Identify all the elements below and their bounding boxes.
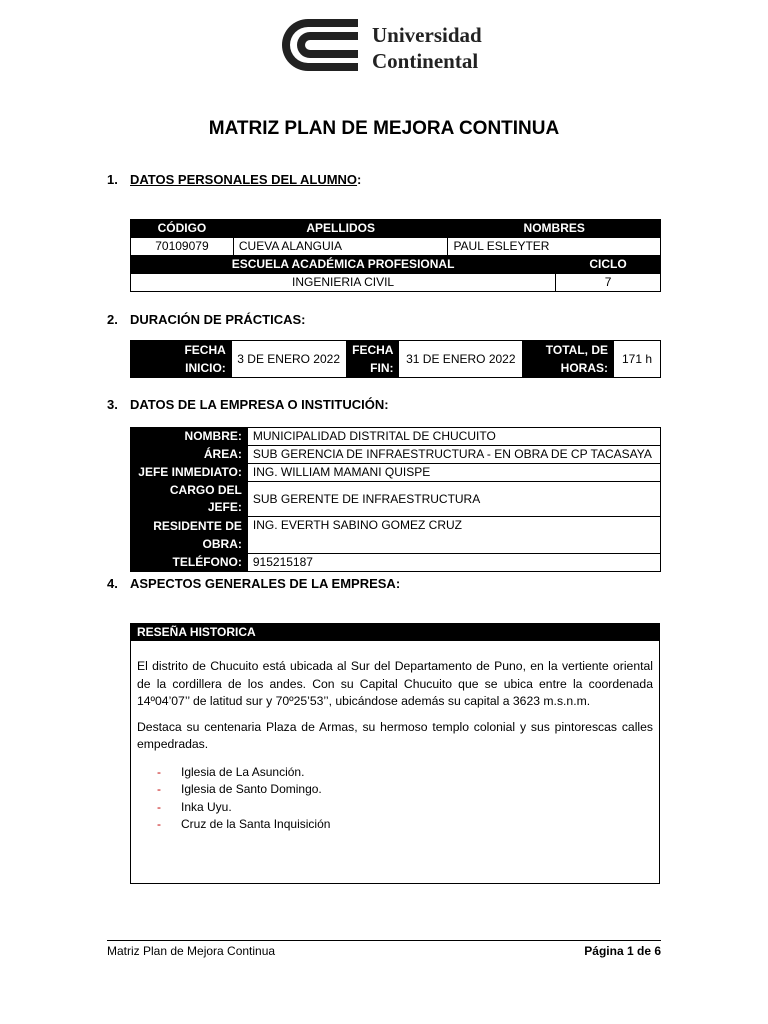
section-title: DURACIÓN DE PRÁCTICAS: [130, 312, 306, 327]
residente-value: ING. EVERTH SABINO GOMEZ CRUZ [247, 517, 660, 554]
section-number: 3. [107, 397, 118, 412]
label-line: OBRA: [202, 537, 242, 551]
label-line: FECHA [352, 343, 394, 357]
label-fecha-fin [346, 341, 399, 378]
section-number: 1. [107, 172, 118, 187]
section-1-heading [107, 172, 361, 187]
section-colon: : [357, 172, 362, 187]
jefe-value: ING. WILLIAM MAMANI QUISPE [247, 464, 660, 482]
total-horas-value: 171 h [614, 341, 661, 378]
codigo-value: 70109079 [131, 238, 234, 256]
fecha-fin-value: 31 DE ENERO 2022 [399, 341, 523, 378]
history-box-title: RESEÑA HISTORICA [131, 624, 659, 641]
label-telefono: TELÉFONO: [131, 554, 248, 572]
footer-divider [107, 940, 661, 941]
label-line: RESIDENTE DE [153, 519, 242, 533]
logo-line1: Universidad [372, 23, 482, 47]
label-line: FECHA [184, 343, 226, 357]
label-area: ÁREA: [131, 446, 248, 464]
header-escuela: ESCUELA ACADÉMICA PROFESIONAL [131, 256, 556, 274]
section-2-heading [107, 312, 306, 327]
label-line: INICIO: [185, 361, 226, 375]
section-title: DATOS PERSONALES DEL ALUMNO [130, 172, 358, 187]
label-total-horas [523, 341, 614, 378]
ciclo-value: 7 [556, 274, 661, 292]
telefono-value: 915215187 [247, 554, 660, 572]
student-table [130, 219, 661, 292]
section-4-heading [107, 576, 400, 591]
bullet-dash: - [157, 799, 161, 814]
apellidos-value: CUEVA ALANGUIA [233, 238, 448, 256]
bullet-dash: - [157, 817, 161, 831]
nombre-value: MUNICIPALIDAD DISTRITAL DE CHUCUITO [247, 428, 660, 446]
page-title: MATRIZ PLAN DE MEJORA CONTINUA [208, 118, 560, 139]
list-item-text: Cruz de la Santa Inquisición [181, 817, 331, 831]
section-title: DATOS DE LA EMPRESA O INSTITUCIÓN: [130, 397, 389, 412]
header-codigo: CÓDIGO [131, 220, 234, 238]
label-cargo: CARGO DEL JEFE: [131, 482, 248, 517]
list-item-text: Inka Uyu. [181, 799, 232, 814]
history-paragraph-1: El distrito de Chucuito está ubicada al Sur del Departamento de Puno, en la vertiente oriental de la cordillera de los andes. Con su Capital Chucuito que se ubica entre la coordenada 14º04’07’’ de latitud sur y 70º25’53’’, ubicándose además su capital a 3623 m.s.n.m. [137, 659, 653, 708]
cargo-value: SUB GERENTE DE INFRAESTRUCTURA [247, 482, 660, 517]
list-item [157, 764, 659, 782]
label-fecha-inicio [131, 341, 232, 378]
bullet-dash: - [157, 782, 161, 796]
label-line: TOTAL, DE [545, 343, 609, 357]
university-logo-mark [278, 15, 360, 75]
footer-page-number: Página 1 de 6 [584, 944, 661, 958]
escuela-value: INGENIERIA CIVIL [131, 274, 556, 292]
nombres-value: PAUL ESLEYTER [448, 238, 661, 256]
list-item [157, 799, 659, 817]
list-item-text: Iglesia de Santo Domingo. [181, 782, 322, 796]
section-title: ASPECTOS GENERALES DE LA EMPRESA: [130, 576, 401, 591]
header-nombres: NOMBRES [448, 220, 661, 238]
section-number: 2. [107, 312, 118, 327]
list-item-text: Iglesia de La Asunción. [181, 764, 305, 779]
logo-line2: Continental [372, 49, 479, 73]
label-jefe: JEFE INMEDIATO: [131, 464, 248, 482]
history-paragraph-2: Destaca su centenaria Plaza de Armas, su hermoso templo colonial y sus pintorescas calles empedradas. [137, 719, 653, 751]
section-number: 4. [107, 576, 118, 591]
university-logo-text [372, 22, 482, 74]
company-table [130, 427, 661, 572]
header-apellidos: APELLIDOS [233, 220, 448, 238]
header-ciclo: CICLO [556, 256, 661, 274]
fecha-inicio-value: 3 DE ENERO 2022 [231, 341, 346, 378]
duration-table [130, 340, 661, 378]
label-residente [131, 517, 248, 554]
list-item [157, 781, 659, 799]
area-value: SUB GERENCIA DE INFRAESTRUCTURA - EN OBRA DE CP TACASAYA [247, 446, 660, 464]
label-line: HORAS: [560, 361, 609, 375]
bullet-dash: - [157, 764, 161, 779]
label-nombre: NOMBRE: [131, 428, 248, 446]
history-box [130, 623, 660, 884]
section-3-heading [107, 397, 389, 412]
footer-document-name: Matriz Plan de Mejora Continua [107, 944, 276, 958]
list-item [157, 816, 659, 834]
landmark-list [131, 764, 659, 834]
label-line: FIN: [370, 361, 394, 375]
